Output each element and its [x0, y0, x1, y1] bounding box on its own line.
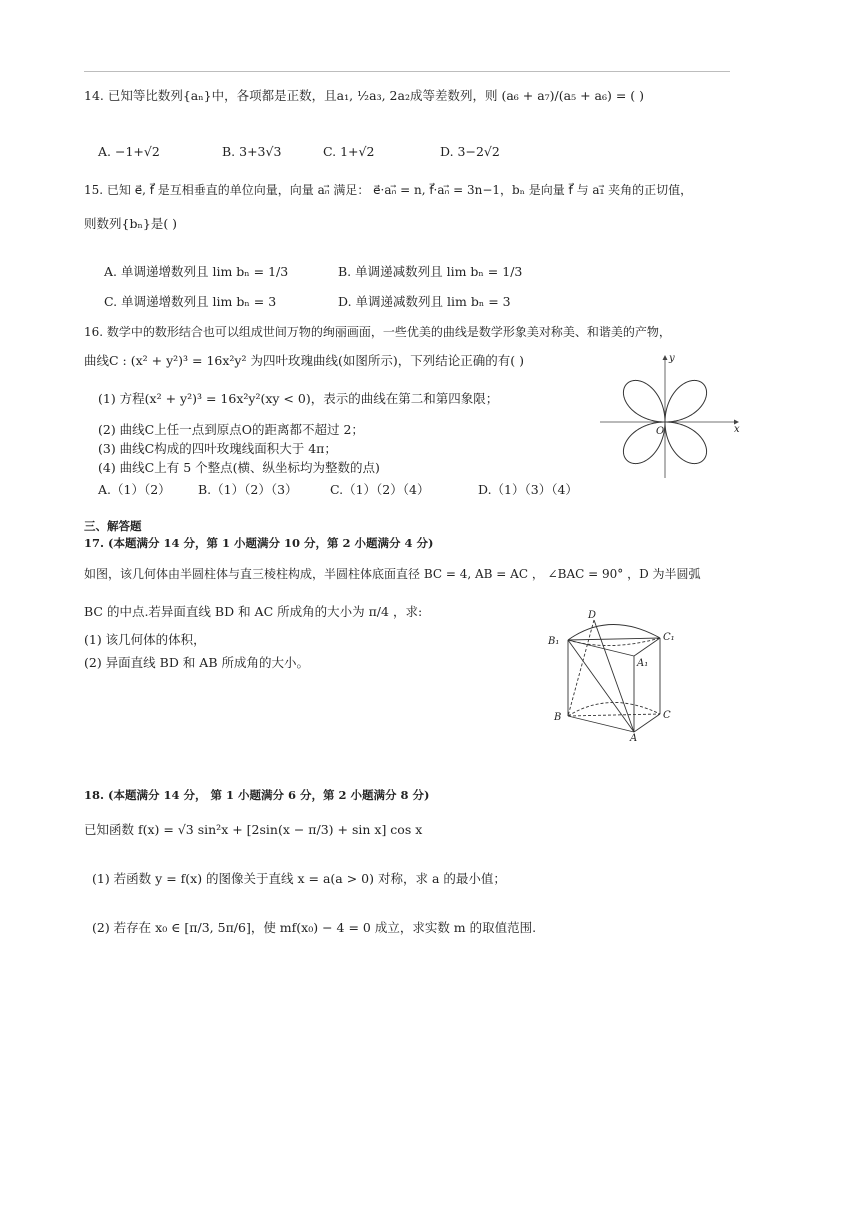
- q14-option-d: D. 3−2√2: [440, 144, 500, 159]
- point-b1-label: B₁: [548, 636, 560, 647]
- q16-item-3: (3) 曲线C构成的四叶玫瑰线面积大于 4π；: [98, 441, 337, 456]
- q15-stem-line2: 则数列{bₙ}是( ): [84, 216, 178, 231]
- rose-curve-figure: [598, 352, 740, 480]
- q18-item-2: (2) 若存在 x₀ ∈ [π/3, 5π/6]，使 mf(x₀) − 4 = 0 成立，求实数 m 的取值范围.: [92, 920, 537, 935]
- q16-stem-line1: 16. 数学中的数形结合也可以组成世间万物的绚丽画面，一些优美的曲线是数学形象美对称美、和谐美的产物，: [84, 325, 671, 339]
- point-d-label: D: [588, 610, 597, 621]
- point-a-label: A: [630, 733, 638, 744]
- q14-option-a: A. −1+√2: [98, 144, 160, 159]
- q17-item-1: (1) 该几何体的体积，: [84, 632, 206, 647]
- solid-geometry-figure: [546, 608, 686, 742]
- q18-item-1: (1) 若函数 y = f(x) 的图像关于直线 x = a(a > 0) 对称，求 a 的最小值；: [92, 871, 506, 886]
- q17-item-2: (2) 异面直线 BD 和 AB 所成角的大小。: [84, 655, 309, 670]
- q15-option-b: B. 单调递减数列且 lim bₙ = 1/3: [338, 264, 523, 279]
- q16-item-2: (2) 曲线C上任一点到原点O的距离都不超过 2；: [98, 422, 364, 437]
- q16-item-1: (1) 方程(x² + y²)³ = 16x²y²(xy < 0)，表示的曲线在第二和第四象限；: [98, 391, 499, 406]
- q16-option-b: B.（1）（2）（3）: [198, 482, 298, 497]
- point-c-label: C: [663, 710, 671, 721]
- q15-option-d: D. 单调递减数列且 lim bₙ = 3: [338, 294, 511, 309]
- q18-header: 18. (本题满分 14 分， 第 1 小题满分 6 分，第 2 小题满分 8 分): [84, 788, 430, 802]
- q14-stem: 14. 已知等比数列{aₙ}中，各项都是正数，且a₁, ½a₃, 2a₂成等差数列，则 (a₆ + a₇)/(a₅ + a₆) = ( ): [84, 88, 645, 103]
- point-a1-label: A₁: [637, 658, 649, 669]
- y-axis-label: y: [669, 353, 675, 364]
- q16-option-c: C.（1）（2）（4）: [330, 482, 430, 497]
- q17-stem-line2: BC 的中点.若异面直线 BD 和 AC 所成角的大小为 π/4 ，求:: [84, 604, 423, 619]
- q15-option-a: A. 单调递增数列且 lim bₙ = 1/3: [104, 264, 289, 279]
- origin-label: O: [656, 426, 665, 437]
- q16-option-d: D.（1）（3）（4）: [478, 482, 578, 497]
- point-b-label: B: [554, 712, 562, 723]
- q18-stem: 已知函数 f(x) = √3 sin²x + [2sin(x − π/3) + sin x] cos x: [84, 822, 423, 837]
- q14-option-c: C. 1+√2: [323, 144, 375, 159]
- q16-option-a: A.（1）（2）: [98, 482, 171, 497]
- q15-option-c: C. 单调递增数列且 lim bₙ = 3: [104, 294, 277, 309]
- section-title: 三、解答题: [84, 519, 142, 533]
- x-axis-label: x: [734, 424, 740, 435]
- q17-stem-line1: 如图，该几何体由半圆柱体与直三棱柱构成，半圆柱体底面直径 BC = 4, AB = AC ， ∠BAC = 90° ，D 为半圆弧: [84, 567, 701, 581]
- q15-stem-line1: 15. 已知 e⃗, f⃗ 是互相垂直的单位向量，向量 aₙ⃗ 满足： e⃗·aₙ⃗ = n, f⃗·aₙ⃗ = 3n−1，bₙ 是向量 f⃗ 与 a₁⃗ 夹角的正切值，: [84, 183, 693, 197]
- q17-header: 17. (本题满分 14 分，第 1 小题满分 10 分，第 2 小题满分 4 分): [84, 536, 434, 550]
- point-c1-label: C₁: [663, 632, 675, 643]
- q16-item-4: (4) 曲线C上有 5 个整点(横、纵坐标均为整数的点): [98, 460, 380, 475]
- q14-option-b: B. 3+3√3: [222, 144, 282, 159]
- q16-stem-line2: 曲线C : (x² + y²)³ = 16x²y² 为四叶玫瑰曲线(如图所示)，下列结论正确的有( ): [84, 353, 524, 368]
- header-rule: [84, 71, 730, 72]
